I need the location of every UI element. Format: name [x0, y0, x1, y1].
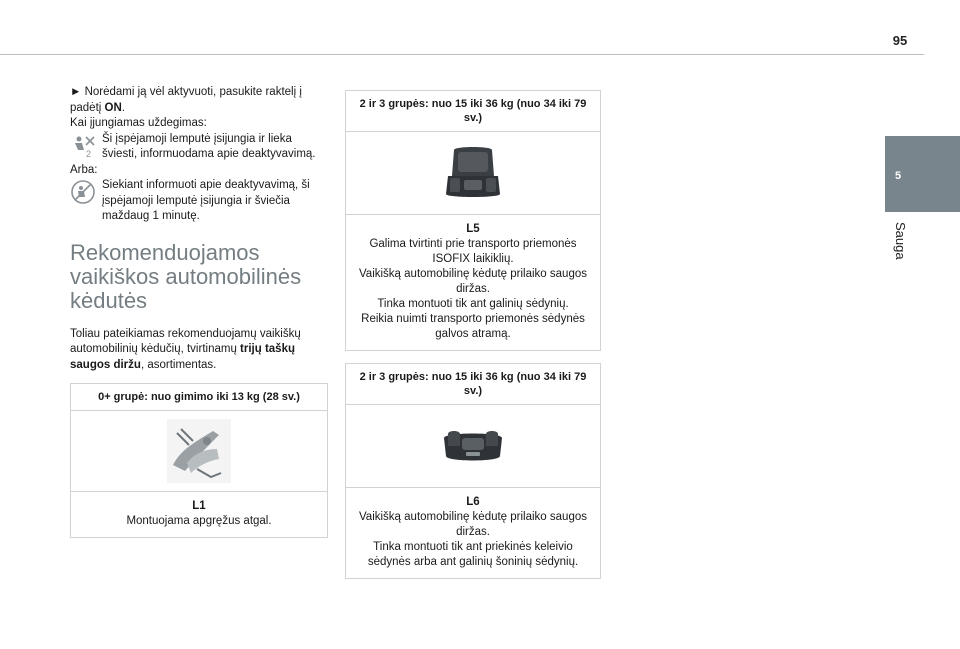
seat-line: Vaikišką automobilinę kėdutę prilaiko saugos diržas.: [358, 268, 587, 295]
right-column: [345, 90, 601, 579]
seat-line: Tinka montuoti tik ant priekinės keleivio sėdynės arba ant galinių šoninių sėdynių.: [367, 541, 579, 568]
seat-text: Montuojama apgręžus atgal.: [126, 515, 272, 527]
chapter-number: 5: [894, 170, 902, 182]
svg-text:2: 2: [86, 148, 92, 159]
ignition-text: Kai įjungiamas uždegimas:: [70, 117, 207, 129]
or-text: Arba:: [70, 163, 98, 176]
chapter-tab[interactable]: [885, 136, 960, 212]
reactivate-text: ► Norėdami ją vėl aktyvuoti, pasukite raktelį į padėtį ON.: [70, 86, 302, 114]
airbag-off-warning-icon: [70, 133, 96, 159]
warning-text-1: Ši įspėjamoji lemputė įsijungia ir lieka šviesti, informuodama apie deaktyvavimą.: [102, 132, 316, 160]
table-header: 2 ir 3 grupės: nuo 15 iki 36 kg (nuo 34 iki 79 sv.): [346, 91, 600, 132]
table-header: 0+ grupė: nuo gimimo iki 13 kg (28 sv.): [71, 384, 327, 411]
image-cell: [346, 405, 600, 488]
intro-text: Toliau pateikiamas rekomenduojamų vaikiškų automobilinių kėdučių, tvirtinamų trijų taškų saugos diržu, asortimentas.: [70, 327, 301, 371]
seat-table-l5: [345, 90, 601, 351]
booster-seat-backrest-image: [442, 142, 504, 204]
table-description: [71, 492, 327, 537]
table-description: [346, 215, 600, 350]
rear-facing-seat-image: [167, 419, 231, 483]
seat-line: Vaikišką automobilinę kėdutę prilaiko saugos diržas.: [358, 511, 587, 538]
seat-code: L5: [466, 223, 480, 235]
warning-row-1: [70, 132, 328, 163]
seat-code: L1: [192, 500, 206, 512]
image-cell: [71, 411, 327, 492]
airbag-deactivated-icon: [70, 179, 96, 205]
seat-table-l1: [70, 383, 328, 538]
image-cell: [346, 132, 600, 215]
warning-text-2: Siekiant informuoti apie deaktyvavimą, ši įspėjamoji lemputė įsijungia ir šviečia maždaug 1 minutę.: [102, 179, 310, 222]
seat-table-l6: [345, 363, 601, 579]
header-rule: [0, 54, 924, 55]
seat-line: Galima tvirtinti prie transporto priemonės ISOFIX laikiklių.: [369, 238, 577, 265]
booster-cushion-image: [440, 424, 506, 468]
table-description: [346, 488, 600, 578]
seat-code: L6: [466, 496, 480, 508]
seat-line: Tinka montuoti tik ant galinių sėdynių.: [377, 298, 569, 310]
warning-row-2: [70, 178, 328, 225]
left-column: [70, 85, 328, 538]
section-heading: Rekomenduojamos vaikiškos automobilinės kėdutės: [70, 239, 302, 313]
table-header: 2 ir 3 grupės: nuo 15 iki 36 kg (nuo 34 iki 79 sv.): [346, 364, 600, 405]
chapter-label: Sauga: [893, 222, 908, 260]
page-number: 95: [892, 33, 908, 48]
seat-line: Reikia nuimti transporto priemonės sėdynės galvos atramą.: [361, 313, 585, 340]
